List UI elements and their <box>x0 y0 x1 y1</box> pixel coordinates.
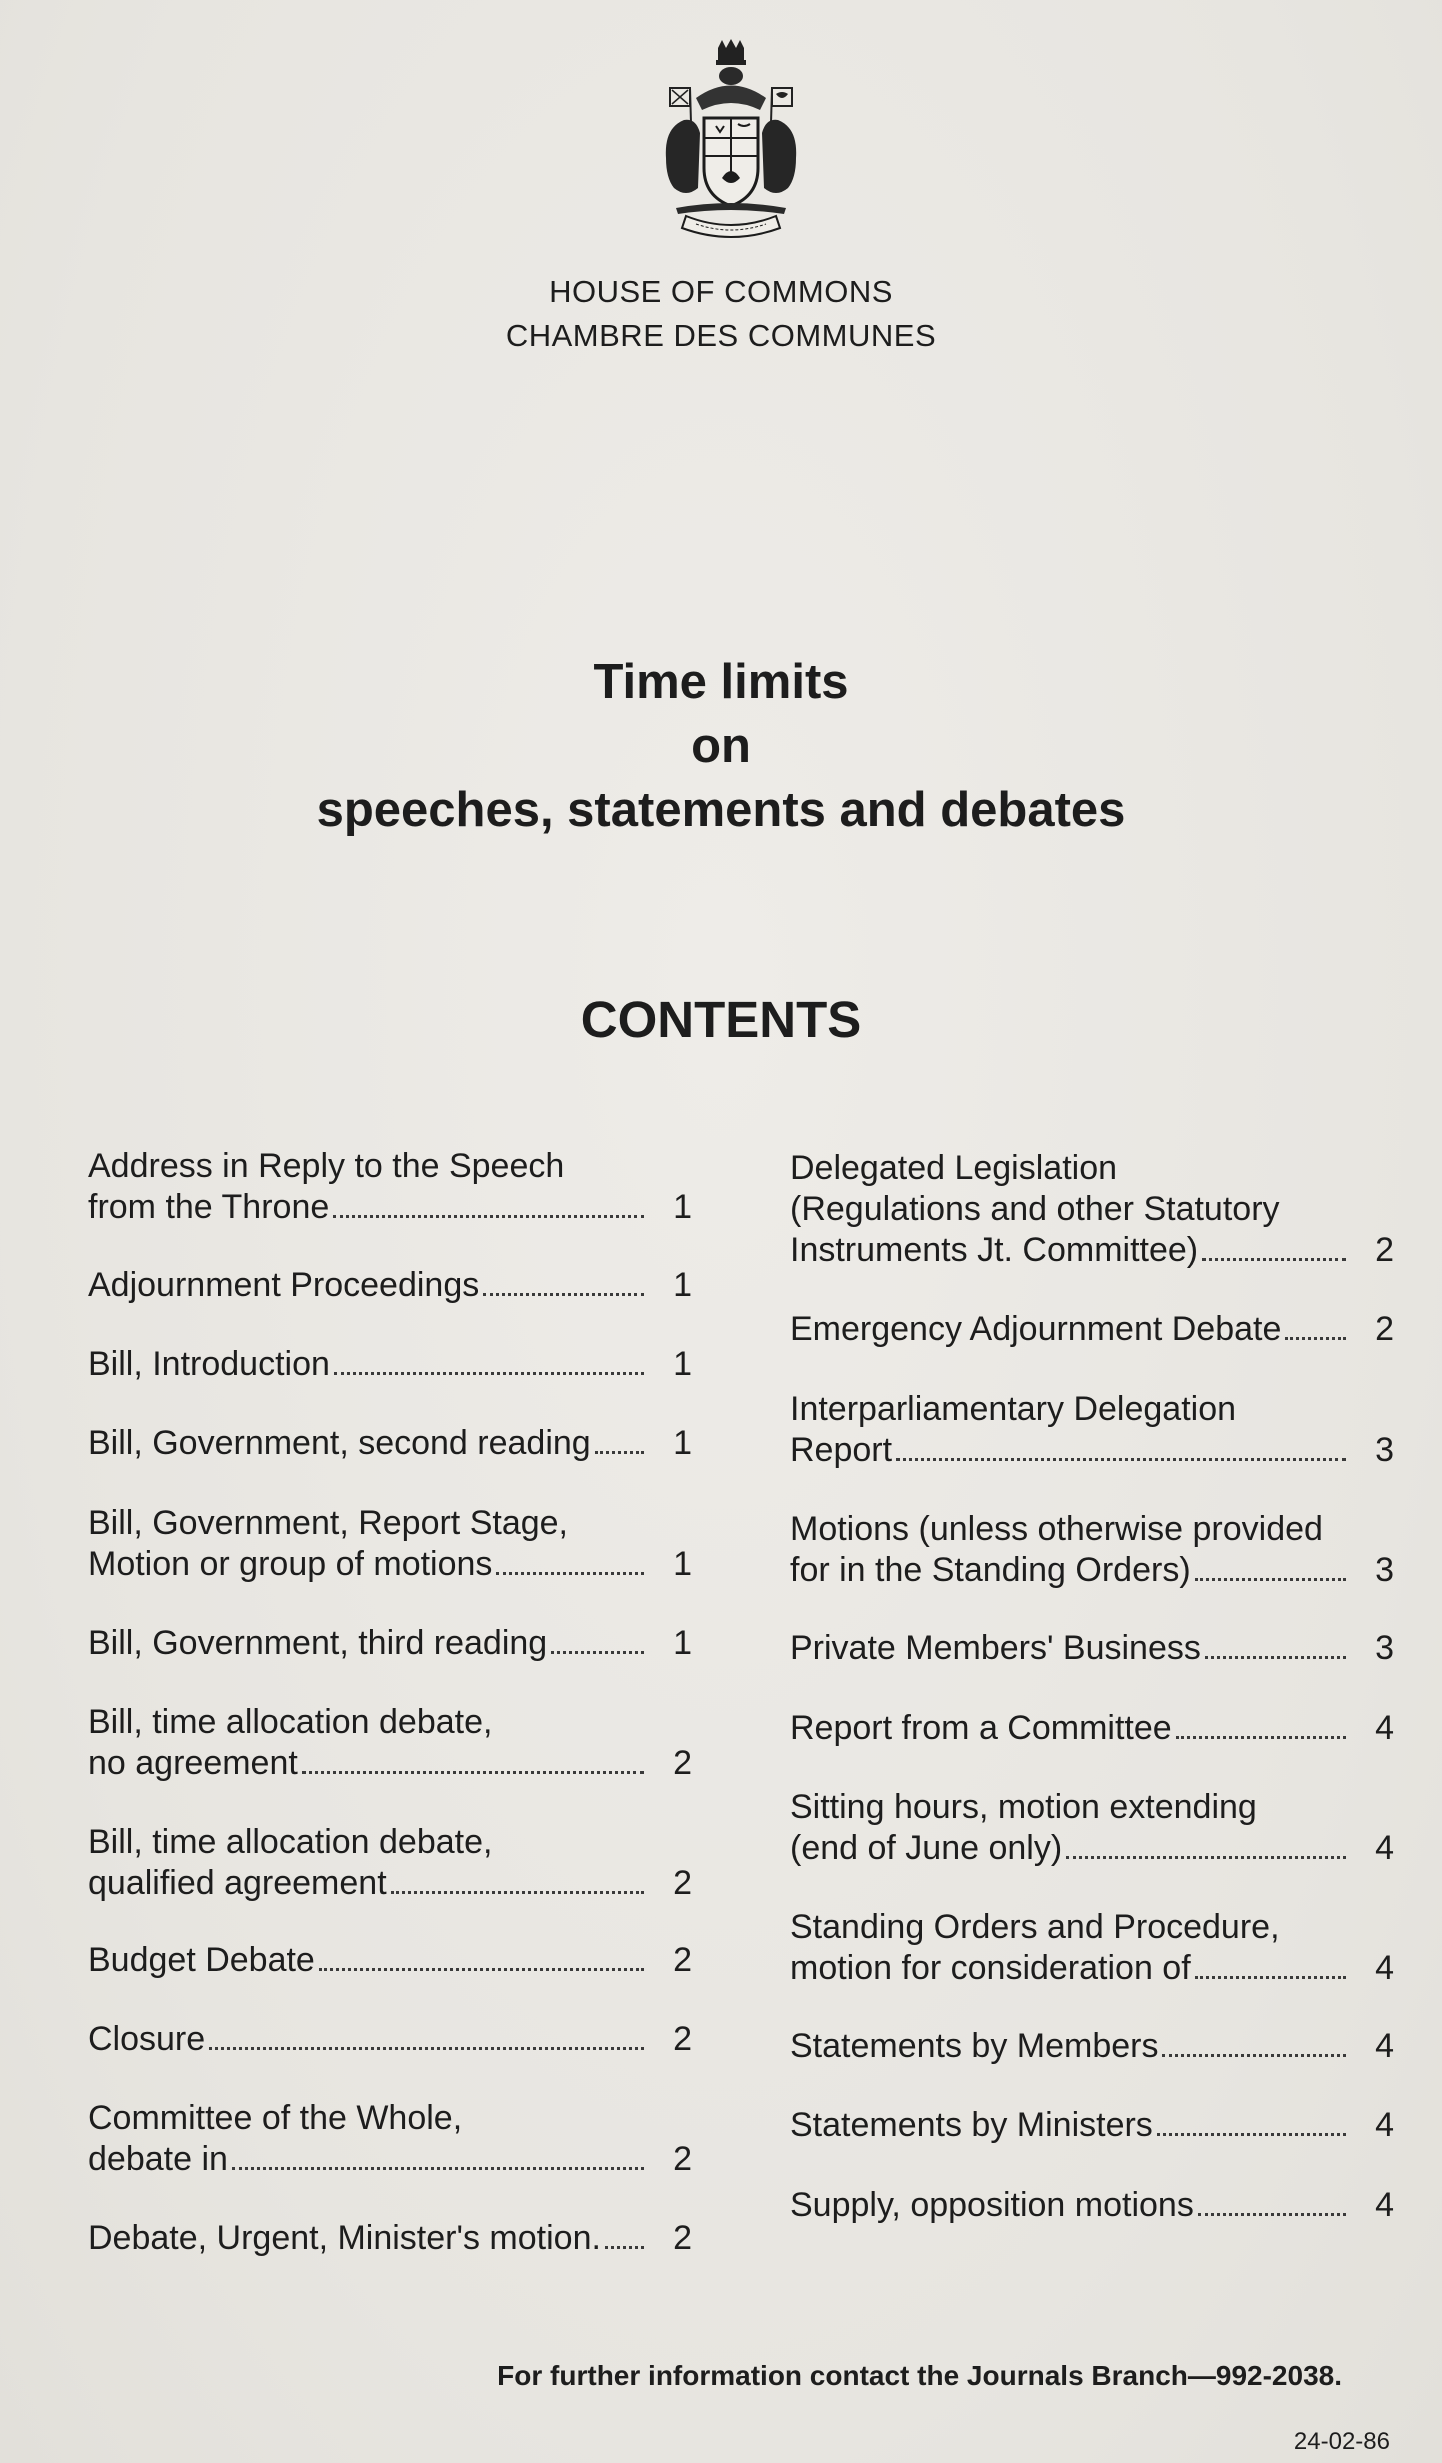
entry-text-line: from the Throne <box>88 1188 330 1226</box>
coat-of-arms-icon <box>656 38 806 250</box>
dot-leader <box>1162 2054 1346 2057</box>
entry-last-line <box>88 1423 692 1464</box>
house-name-french: CHAMBRE DES COMMUNES <box>505 318 937 353</box>
dot-leader <box>1198 2213 1346 2216</box>
entry-text-line: Bill, Government, Report Stage, <box>88 1504 569 1542</box>
entry-last-line <box>790 2026 1394 2067</box>
entry-text-line: Emergency Adjournment Debate <box>790 1310 1282 1348</box>
entry-last-line <box>88 1187 692 1228</box>
entry-text-line: (Regulations and other Statutory <box>790 1190 1280 1228</box>
entry-text-line: Statements by Members <box>790 2027 1159 2065</box>
entry-last-line <box>88 2139 692 2180</box>
contents-entry <box>88 1146 692 1228</box>
contents-entry <box>790 1509 1394 1591</box>
contents-entry <box>88 2218 692 2259</box>
page-number: 1 <box>673 1266 692 1304</box>
page-number: 2 <box>673 1864 692 1902</box>
entry-text-line: Statements by Ministers <box>790 2106 1153 2144</box>
entry-text-line: Address in Reply to the Speech <box>88 1147 565 1185</box>
entry-text-line: Bill, time allocation debate, <box>88 1703 493 1741</box>
entry-last-line <box>790 1828 1394 1869</box>
entry-text-line: Interparliamentary Delegation <box>790 1390 1237 1428</box>
entry-text-line: Standing Orders and Procedure, <box>790 1908 1280 1946</box>
contents-entry <box>790 1708 1394 1749</box>
entry-text-line: Bill, Introduction <box>88 1345 330 1383</box>
page-number: 4 <box>1375 2186 1394 2224</box>
dot-leader <box>1195 1976 1346 1979</box>
entry-text-line: Closure <box>88 2020 206 2058</box>
entry-text-line: (end of June only) <box>790 1829 1063 1867</box>
entry-last-line <box>790 2185 1394 2226</box>
page-number: 2 <box>1375 1231 1394 1269</box>
entry-text-line: Motions (unless otherwise provided <box>790 1510 1323 1548</box>
page-number: 1 <box>673 1345 692 1383</box>
page-number: 1 <box>673 1424 692 1462</box>
contents-entry <box>790 1389 1394 1471</box>
entry-text-line: Private Members' Business <box>790 1629 1201 1667</box>
dot-leader <box>302 1771 644 1774</box>
page-number: 4 <box>1375 2106 1394 2144</box>
dot-leader <box>1066 1856 1346 1859</box>
page-number: 4 <box>1375 1949 1394 1987</box>
dot-leader <box>595 1451 644 1454</box>
entry-last-line <box>790 1708 1394 1749</box>
dot-leader <box>1195 1578 1346 1581</box>
dot-leader <box>1285 1337 1346 1340</box>
page-number: 3 <box>1375 1629 1394 1667</box>
dot-leader <box>319 1968 644 1971</box>
dot-leader <box>483 1293 644 1296</box>
contents-entry <box>88 1822 692 1904</box>
entry-last-line <box>88 1940 692 1981</box>
entry-last-line <box>88 1743 692 1784</box>
entry-last-line <box>790 2105 1394 2146</box>
contents-entry <box>790 1309 1394 1350</box>
entry-text-line: qualified agreement <box>88 1864 387 1902</box>
dot-leader <box>496 1572 644 1575</box>
dot-leader <box>334 1372 644 1375</box>
page-number: 1 <box>673 1624 692 1662</box>
entry-last-line <box>790 1948 1394 1989</box>
entry-text-line: Committee of the Whole, <box>88 2099 463 2137</box>
entry-last-line <box>88 1265 692 1306</box>
entry-last-line <box>88 1544 692 1585</box>
entry-text-line: Bill, Government, third reading <box>88 1624 548 1662</box>
contents-entry <box>88 1423 692 1464</box>
entry-last-line <box>88 1344 692 1385</box>
dot-leader <box>1205 1656 1346 1659</box>
page-number: 1 <box>673 1545 692 1583</box>
page-number: 3 <box>1375 1551 1394 1589</box>
contents-entry <box>790 2185 1394 2226</box>
entry-text-line: Budget Debate <box>88 1941 315 1979</box>
dot-leader <box>209 2047 644 2050</box>
page-number: 2 <box>673 1744 692 1782</box>
dot-leader <box>391 1891 644 1894</box>
dot-leader <box>333 1215 644 1218</box>
contents-entry <box>88 1623 692 1664</box>
page-number: 4 <box>1375 2027 1394 2065</box>
entry-last-line <box>88 1623 692 1664</box>
contents-entry <box>88 1344 692 1385</box>
entry-text-line: Motion or group of motions <box>88 1545 493 1583</box>
entry-last-line <box>790 1550 1394 1591</box>
dot-leader <box>1202 1258 1346 1261</box>
dot-leader <box>1176 1736 1346 1739</box>
contents-entry <box>790 1787 1394 1869</box>
entry-text-line: Supply, opposition motions <box>790 2186 1194 2224</box>
contents-entry <box>88 1503 692 1585</box>
contents-entry <box>88 1702 692 1784</box>
contents-entry <box>88 1265 692 1306</box>
entry-last-line <box>88 1863 692 1904</box>
entry-last-line <box>790 1628 1394 1669</box>
entry-text-line: Sitting hours, motion extending <box>790 1788 1257 1826</box>
document-date: 24-02-86 <box>1293 2428 1390 2455</box>
entry-text-line: Report <box>790 1431 893 1469</box>
entry-text-line: debate in <box>88 2140 228 2178</box>
entry-text-line: Bill, Government, second reading <box>88 1424 591 1462</box>
dot-leader <box>551 1651 644 1654</box>
contents-heading: CONTENTS <box>580 991 862 1048</box>
entry-text-line: Debate, Urgent, Minister's motion. <box>88 2219 601 2257</box>
contents-entry <box>88 1940 692 1981</box>
title-line-3: speeches, statements and debates <box>316 783 1126 837</box>
entry-last-line <box>790 1230 1394 1271</box>
entry-text-line: Adjournment Proceedings <box>88 1266 480 1304</box>
dot-leader <box>896 1458 1346 1461</box>
entry-last-line <box>88 2019 692 2060</box>
entry-last-line <box>790 1430 1394 1471</box>
entry-text-line: Report from a Committee <box>790 1709 1172 1747</box>
page-number: 2 <box>673 2140 692 2178</box>
contents-entry <box>88 2019 692 2060</box>
contact-footer: For further information contact the Journals Branch—992-2038. <box>497 2360 1342 2391</box>
contents-entry <box>790 2105 1394 2146</box>
dot-leader <box>232 2167 644 2170</box>
page-number: 4 <box>1375 1709 1394 1747</box>
entry-text-line: Bill, time allocation debate, <box>88 1823 493 1861</box>
contents-entry <box>790 1907 1394 1989</box>
contents-entry <box>790 1148 1394 1271</box>
page-number: 2 <box>673 2219 692 2257</box>
title-line-1: Time limits <box>593 655 849 709</box>
entry-text-line: Delegated Legislation <box>790 1149 1118 1187</box>
page-number: 2 <box>1375 1310 1394 1348</box>
contents-entry <box>88 2098 692 2180</box>
entry-last-line <box>88 2218 692 2259</box>
title-line-2: on <box>691 719 751 773</box>
page-number: 3 <box>1375 1431 1394 1469</box>
page-number: 2 <box>673 1941 692 1979</box>
page-number: 4 <box>1375 1829 1394 1867</box>
page-number: 2 <box>673 2020 692 2058</box>
entry-text-line: for in the Standing Orders) <box>790 1551 1191 1589</box>
entry-last-line <box>790 1309 1394 1350</box>
dot-leader <box>605 2246 644 2249</box>
contents-entry <box>790 1628 1394 1669</box>
house-name-english: HOUSE OF COMMONS <box>549 274 893 309</box>
contents-entry <box>790 2026 1394 2067</box>
entry-text-line: Instruments Jt. Committee) <box>790 1231 1199 1269</box>
entry-text-line: motion for consideration of <box>790 1949 1191 1987</box>
entry-text-line: no agreement <box>88 1744 298 1782</box>
dot-leader <box>1157 2133 1346 2136</box>
page-number: 1 <box>673 1188 692 1226</box>
